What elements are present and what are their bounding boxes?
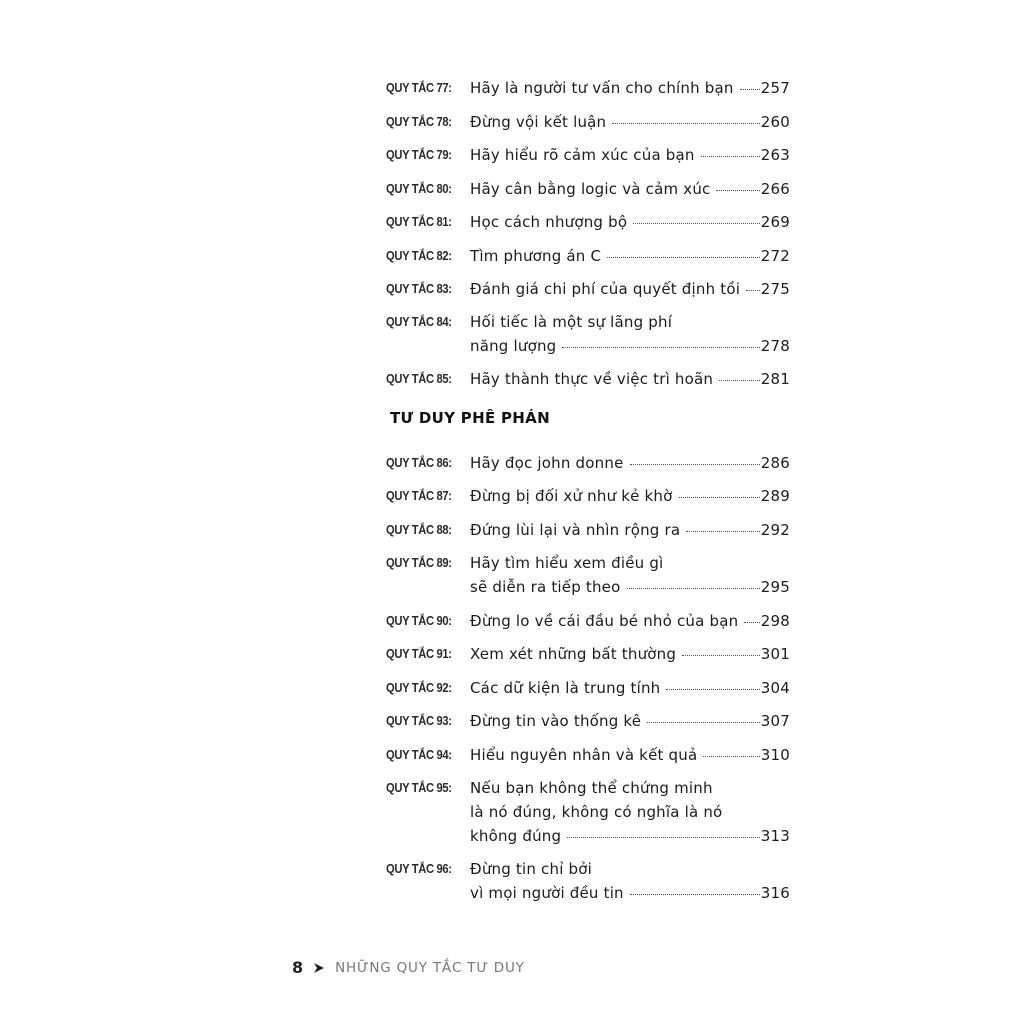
rule-title xyxy=(470,609,790,633)
rule-number: QUY TẮC 96: xyxy=(386,861,452,876)
rule-title-line: Đừng tin vào thống kê xyxy=(470,712,642,730)
page-ref: 263 xyxy=(760,146,790,164)
rule-title xyxy=(470,277,790,301)
dot-leader xyxy=(701,156,760,157)
rule-title-line: Tìm phương án C xyxy=(470,247,602,265)
page-ref: 307 xyxy=(760,712,790,730)
rule-title xyxy=(470,310,790,358)
rule-title-line: Hãy tìm hiểu xem điều gì xyxy=(470,554,664,572)
book-title: NHỮNG QUY TẮC TƯ DUY xyxy=(335,959,525,976)
rule-number: QUY TẮC 82: xyxy=(386,248,452,263)
page-ref: 289 xyxy=(760,487,790,505)
rule-title-line: Hãy đọc john donne xyxy=(470,454,624,472)
rule-title xyxy=(470,484,790,508)
rule-number: QUY TẮC 86: xyxy=(386,455,452,470)
rule-title-line: Hối tiếc là một sự lãng phí xyxy=(470,313,673,331)
rule-number: QUY TẮC 84: xyxy=(386,314,452,329)
dot-leader xyxy=(740,89,760,90)
rule-number: QUY TẮC 85: xyxy=(386,371,452,386)
dot-leader xyxy=(746,290,760,291)
page-number: 8 xyxy=(292,958,304,977)
page-ref: 292 xyxy=(760,521,790,539)
rule-title-line: năng lượng xyxy=(470,337,557,355)
rule-title xyxy=(470,367,790,391)
rule-number: QUY TẮC 90: xyxy=(386,613,452,628)
rule-title xyxy=(470,518,790,542)
rule-title xyxy=(470,676,790,700)
rule-number: QUY TẮC 80: xyxy=(386,181,452,196)
dot-leader xyxy=(633,223,760,224)
rule-title-line: không đúng xyxy=(470,827,562,845)
dot-leader xyxy=(630,894,760,895)
rule-title-line: Hiểu nguyên nhân và kết quả xyxy=(470,746,698,764)
rule-title xyxy=(470,743,790,767)
rule-title-line: Xem xét những bất thường xyxy=(470,645,677,663)
rule-title-line: Hãy cân bằng logic và cảm xúc xyxy=(470,180,711,198)
rule-number: QUY TẮC 93: xyxy=(386,713,452,728)
dot-leader xyxy=(607,257,760,258)
rule-title xyxy=(470,551,790,599)
rule-title-line: Nếu bạn không thể chứng minh xyxy=(470,779,713,797)
rule-title xyxy=(470,709,790,733)
rule-number: QUY TẮC 95: xyxy=(386,780,452,795)
rule-number: QUY TẮC 83: xyxy=(386,281,452,296)
rule-number: QUY TẮC 88: xyxy=(386,522,452,537)
dot-leader xyxy=(686,531,760,532)
rule-title-line: Đừng vội kết luận xyxy=(470,113,607,131)
page-ref: 286 xyxy=(760,454,790,472)
page-ref: 260 xyxy=(760,113,790,131)
dot-leader xyxy=(630,464,760,465)
page-ref: 313 xyxy=(760,827,790,845)
rule-title xyxy=(470,244,790,268)
rule-number: QUY TẮC 94: xyxy=(386,747,452,762)
rule-title-line: Đừng bị đối xử như kẻ khờ xyxy=(470,487,673,505)
rule-title xyxy=(470,857,790,905)
rule-number: QUY TẮC 87: xyxy=(386,488,452,503)
dot-leader xyxy=(647,722,760,723)
page-ref: 316 xyxy=(760,884,790,902)
page-ref: 310 xyxy=(760,746,790,764)
rule-title xyxy=(470,177,790,201)
dot-leader xyxy=(719,380,760,381)
rule-title-line: Hãy hiểu rõ cảm xúc của bạn xyxy=(470,146,695,164)
rule-title-line: vì mọi người đều tin xyxy=(470,884,624,902)
dot-leader xyxy=(627,588,760,589)
dot-leader xyxy=(612,123,760,124)
page-ref: 301 xyxy=(760,645,790,663)
rule-title-line: Đừng lo về cái đầu bé nhỏ của bạn xyxy=(470,612,739,630)
rule-number: QUY TẮC 79: xyxy=(386,147,452,162)
dot-leader xyxy=(666,689,759,690)
rule-title-line: là nó đúng, không có nghĩa là nó xyxy=(470,803,723,821)
page-footer xyxy=(292,958,525,977)
arrowhead-right-icon xyxy=(313,962,325,974)
rule-title xyxy=(470,642,790,666)
rule-title-line: Đứng lùi lại và nhìn rộng ra xyxy=(470,521,681,539)
dot-leader xyxy=(744,622,759,623)
rule-title-line: Các dữ kiện là trung tính xyxy=(470,679,661,697)
dot-leader xyxy=(679,497,760,498)
page-ref: 304 xyxy=(760,679,790,697)
dot-leader xyxy=(682,655,760,656)
rule-title xyxy=(470,210,790,234)
rule-number: QUY TẮC 78: xyxy=(386,114,452,129)
page-ref: 269 xyxy=(760,213,790,231)
rule-title xyxy=(470,143,790,167)
page-ref: 278 xyxy=(760,337,790,355)
rule-title-line: Đừng tin chỉ bởi xyxy=(470,860,593,878)
page-ref: 272 xyxy=(760,247,790,265)
dot-leader xyxy=(716,190,759,191)
section-heading: TƯ DUY PHÊ PHÁN xyxy=(390,409,550,427)
page-ref: 281 xyxy=(760,370,790,388)
rule-number: QUY TẮC 91: xyxy=(386,646,452,661)
rule-title-line: Hãy thành thực về việc trì hoãn xyxy=(470,370,714,388)
dot-leader xyxy=(562,347,759,348)
rule-number: QUY TẮC 92: xyxy=(386,680,452,695)
rule-title-line: Đánh giá chi phí của quyết định tồi xyxy=(470,280,741,298)
rule-number: QUY TẮC 81: xyxy=(386,214,452,229)
rule-title-line: sẽ diễn ra tiếp theo xyxy=(470,578,621,596)
page-ref: 266 xyxy=(760,180,790,198)
rule-title xyxy=(470,776,790,848)
dot-leader xyxy=(703,756,759,757)
page-ref: 257 xyxy=(760,79,790,97)
rule-title xyxy=(470,76,790,100)
rule-title xyxy=(470,451,790,475)
page-ref: 295 xyxy=(760,578,790,596)
rule-title xyxy=(470,110,790,134)
dot-leader xyxy=(567,837,760,838)
rule-number: QUY TẮC 89: xyxy=(386,555,452,570)
page-ref: 298 xyxy=(760,612,790,630)
rule-title-line: Hãy là người tư vấn cho chính bạn xyxy=(470,79,734,97)
rule-title-line: Học cách nhượng bộ xyxy=(470,213,628,231)
rule-number: QUY TẮC 77: xyxy=(386,80,452,95)
page-ref: 275 xyxy=(760,280,790,298)
